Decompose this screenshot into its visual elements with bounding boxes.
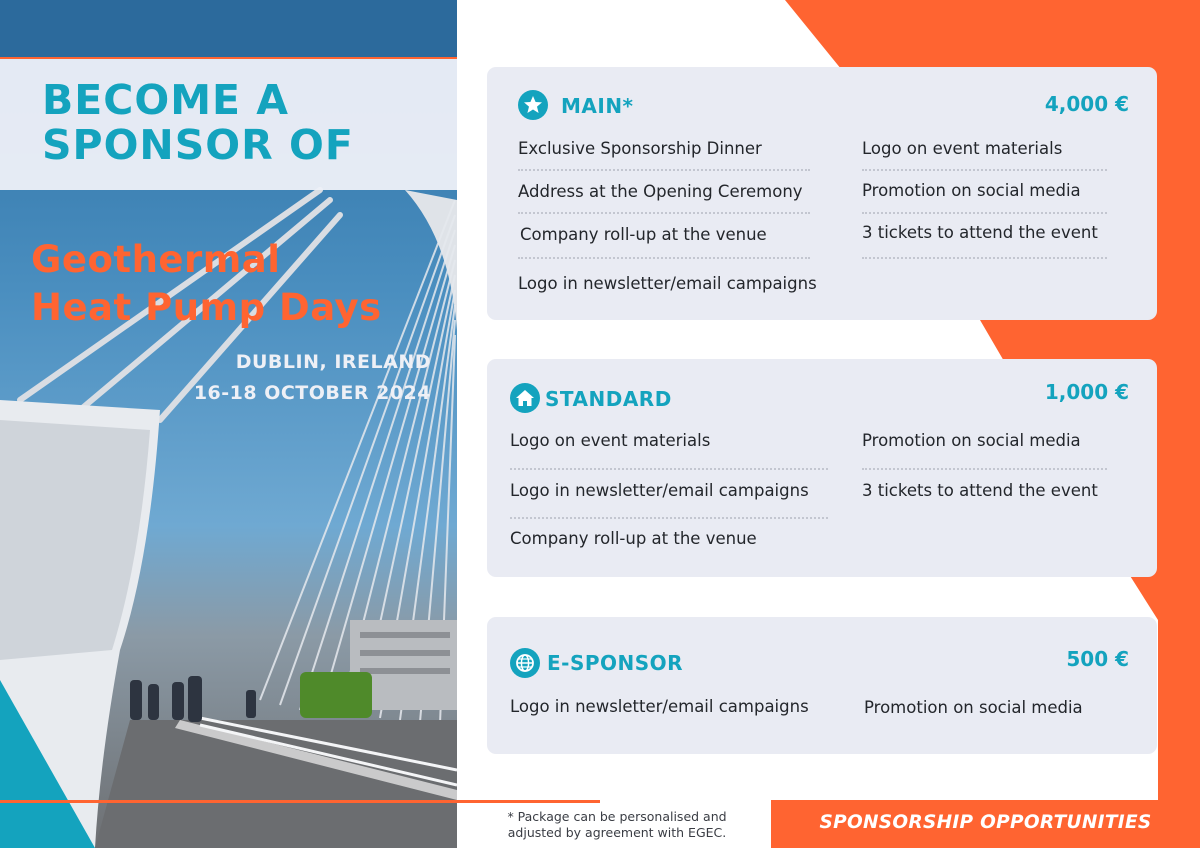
package-card-main xyxy=(487,67,1157,320)
package-price: 4,000 € xyxy=(1044,92,1129,116)
home-icon xyxy=(510,383,540,413)
divider xyxy=(510,468,828,470)
globe-icon xyxy=(510,648,540,678)
heading-banner xyxy=(0,57,457,190)
benefit-item: 3 tickets to attend the event xyxy=(862,481,1098,500)
package-name: MAIN* xyxy=(561,94,634,118)
event-title-line-1: Geothermal xyxy=(31,238,281,281)
benefit-item: Logo on event materials xyxy=(862,139,1063,158)
footer-rule xyxy=(0,800,600,803)
package-name: STANDARD xyxy=(545,387,672,411)
benefit-item: Address at the Opening Ceremony xyxy=(518,182,803,201)
benefit-item: Logo in newsletter/email campaigns xyxy=(510,481,809,500)
benefit-item: Promotion on social media xyxy=(862,431,1081,450)
footer-bar xyxy=(771,800,1200,848)
divider xyxy=(518,212,810,214)
footer-label: SPONSORSHIP OPPORTUNITIES xyxy=(819,812,1152,833)
package-name: E-SPONSOR xyxy=(547,651,684,675)
divider xyxy=(862,257,1107,259)
star-icon xyxy=(518,90,548,120)
footnote-line-2: adjusted by agreement with EGEC. xyxy=(507,825,727,840)
divider xyxy=(862,212,1107,214)
event-title-line-2: Heat Pump Days xyxy=(31,286,382,329)
benefit-item: Logo on event materials xyxy=(510,431,711,450)
benefit-item: Promotion on social media xyxy=(862,181,1081,200)
benefit-item: Logo in newsletter/email campaigns xyxy=(510,697,809,716)
divider xyxy=(862,169,1107,171)
benefit-item: Logo in newsletter/email campaigns xyxy=(518,274,817,293)
footnote-line-1: * Package can be personalised and xyxy=(507,809,727,824)
benefit-item: Company roll-up at the venue xyxy=(520,225,767,244)
package-card-e-sponsor xyxy=(487,617,1157,754)
benefit-item: Promotion on social media xyxy=(864,698,1083,717)
benefit-item: Exclusive Sponsorship Dinner xyxy=(518,139,762,158)
event-dates: 16-18 OCTOBER 2024 xyxy=(193,382,431,404)
divider xyxy=(518,257,810,259)
benefit-item: Company roll-up at the venue xyxy=(510,529,757,548)
heading-line-2: SPONSOR OF xyxy=(42,121,354,169)
footnote xyxy=(462,809,772,841)
divider xyxy=(510,517,828,519)
event-city: DUBLIN, IRELAND xyxy=(235,351,431,373)
divider xyxy=(518,169,810,171)
package-price: 500 € xyxy=(1066,647,1129,671)
heading-line-1: BECOME A xyxy=(42,76,290,124)
divider xyxy=(862,468,1107,470)
package-card-standard xyxy=(487,359,1157,577)
benefit-item: 3 tickets to attend the event xyxy=(862,223,1098,242)
hero-photo xyxy=(0,0,457,848)
package-price: 1,000 € xyxy=(1044,380,1129,404)
